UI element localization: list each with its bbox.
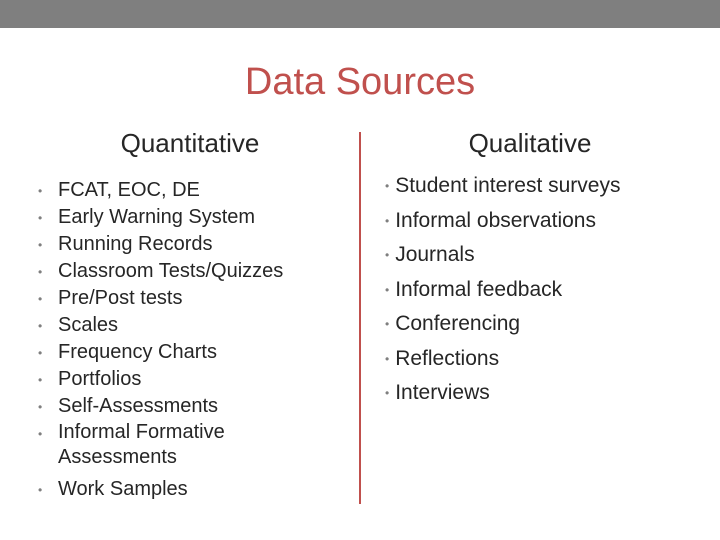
list-item: • Student interest surveys — [385, 174, 621, 197]
column-divider — [359, 132, 361, 504]
list-item: • Running Records — [58, 231, 328, 258]
quantitative-heading: Quantitative — [120, 128, 260, 158]
top-bar — [0, 0, 720, 28]
bullet-icon: • — [385, 248, 390, 262]
list-item: • Frequency Charts — [58, 339, 328, 366]
list-item: • Work Samples — [58, 476, 328, 503]
bullet-icon: • — [38, 292, 43, 306]
quantitative-list — [38, 177, 328, 503]
bullet-icon: • — [38, 346, 43, 360]
bullet-icon: • — [385, 386, 390, 400]
list-item: • Conferencing — [385, 312, 521, 335]
bullet-icon: • — [385, 317, 390, 331]
bullet-icon: • — [385, 213, 390, 228]
bullet-icon: • — [38, 211, 43, 225]
bullet-icon: • — [38, 319, 43, 333]
slide-title: Data Sources — [244, 61, 476, 103]
bullet-icon: • — [385, 282, 390, 297]
list-item: • Portfolios — [58, 366, 328, 393]
bullet-icon: • — [38, 427, 43, 441]
bullet-icon: • — [38, 483, 43, 497]
list-item: • Scales — [58, 312, 328, 339]
bullet-icon: • — [38, 184, 43, 198]
list-item: • Reflections — [385, 346, 500, 370]
bullet-icon: • — [385, 179, 390, 193]
bullet-icon: • — [38, 238, 43, 252]
list-item: • Informal observations — [385, 208, 596, 232]
bullet-icon: • — [38, 373, 43, 387]
list-item: • Journals — [385, 243, 475, 266]
list-item: • FCAT, EOC, DE — [58, 177, 328, 204]
list-item: • Self-Assessments — [58, 393, 328, 420]
bullet-icon: • — [385, 351, 390, 366]
list-item: • Informal feedback — [385, 277, 563, 301]
list-item: • Early Warning System — [58, 204, 328, 231]
qualitative-heading: Qualitative — [468, 128, 592, 158]
list-item: • Interviews — [385, 381, 490, 404]
list-item: • Informal Formative Assessments — [38, 421, 225, 468]
list-item: • Classroom Tests/Quizzes — [58, 258, 328, 285]
bullet-icon: • — [38, 265, 43, 279]
bullet-icon: • — [38, 400, 43, 414]
list-item: • Pre/Post tests — [58, 285, 328, 312]
qualitative-list — [385, 169, 705, 411]
